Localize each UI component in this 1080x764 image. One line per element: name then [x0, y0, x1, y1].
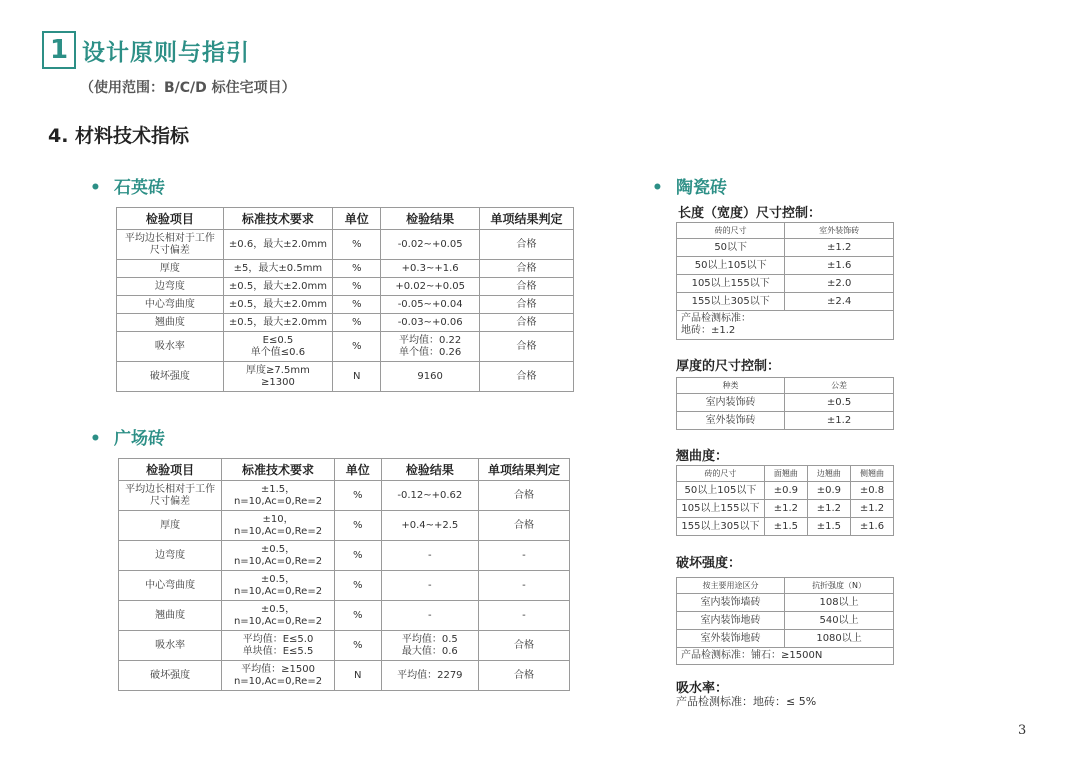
table-row [119, 571, 570, 601]
result-cell [381, 571, 478, 601]
unit-cell: % [334, 511, 381, 541]
table-cell: 105以上155以下 [677, 500, 765, 518]
item-line: 边弯度 [155, 549, 186, 561]
result-line: -0.02~+0.05 [397, 238, 463, 250]
unit-cell: % [334, 481, 381, 511]
item-line: 吸水率 [154, 340, 185, 352]
table-row [117, 332, 574, 362]
table-cell: 50以下 [677, 239, 785, 257]
item-cell [119, 631, 222, 661]
table-cell: 108以上 [785, 594, 894, 612]
result-cell [381, 230, 480, 260]
judgement-cell: 合格 [478, 511, 569, 541]
table-row [677, 500, 894, 518]
requirement-cell [222, 571, 334, 601]
requirement-line: ±10， [262, 513, 294, 525]
requirement-cell [222, 601, 334, 631]
table-cell: 室内装饰墙砖 [677, 594, 785, 612]
table-cell: 室内装饰地砖 [677, 612, 785, 630]
requirement-line: n=10,Ac=0,Re=2 [233, 615, 323, 627]
requirement-cell [222, 541, 334, 571]
table-row [119, 631, 570, 661]
table-cell: ±2.0 [785, 275, 894, 293]
thickness-control-title: 厚度的尺寸控制： [676, 359, 781, 374]
item-cell [117, 278, 224, 296]
table-header-cell: 面翘曲 [764, 466, 807, 482]
result-cell [381, 481, 478, 511]
table-cell: 1080以上 [785, 630, 894, 648]
result-line: 单个值：0.26 [399, 346, 462, 358]
table-cell: ±2.4 [785, 293, 894, 311]
table-cell: 室内装饰砖 [677, 394, 785, 412]
requirement-line: 单个值≤0.6 [250, 346, 306, 358]
judgement-cell: 合格 [480, 260, 574, 278]
judgement-cell: - [478, 541, 569, 571]
page-title: 设计原则与指引 [82, 40, 250, 66]
item-line: 平均边长相对于工作 [124, 232, 215, 244]
table-row [677, 518, 894, 536]
table-cell: ±1.2 [785, 412, 894, 430]
item-cell [117, 230, 224, 260]
table-cell: ±1.2 [764, 500, 807, 518]
item-line: 边弯度 [154, 280, 185, 292]
requirement-cell [223, 278, 332, 296]
table-header-cell: 单位 [334, 459, 381, 481]
item-cell [119, 661, 222, 691]
requirement-line: n=10,Ac=0,Re=2 [233, 555, 323, 567]
requirement-line: ±1.5， [260, 483, 296, 495]
requirement-cell [222, 511, 334, 541]
item-cell [119, 601, 222, 631]
table-header-cell: 检验项目 [117, 208, 224, 230]
requirement-line: E≤0.5 [262, 334, 294, 346]
requirement-line: 平均值：≥1500 [241, 663, 315, 675]
length-control-table [676, 222, 894, 340]
item-cell [117, 260, 224, 278]
table-header-cell: 砖的尺寸 [677, 466, 765, 482]
result-cell [381, 511, 478, 541]
result-cell [381, 601, 478, 631]
requirement-cell [223, 332, 332, 362]
item-line: 破坏强度 [150, 669, 191, 681]
result-cell [381, 661, 478, 691]
item-cell [119, 511, 222, 541]
table-row [677, 275, 894, 293]
judgement-cell: 合格 [480, 314, 574, 332]
unit-cell: % [334, 631, 381, 661]
page-number: 3 [1018, 723, 1027, 738]
judgement-cell: 合格 [480, 230, 574, 260]
requirement-line: 厚度≥7.5mm [246, 364, 310, 376]
bullet-dot-icon: • [652, 178, 663, 198]
item-cell [117, 332, 224, 362]
result-cell [381, 296, 480, 314]
table-row [677, 412, 894, 430]
result-line: - [428, 609, 432, 621]
absorption-note: 产品检测标准：地砖：≤ 5% [676, 695, 817, 708]
judgement-cell: - [478, 601, 569, 631]
item-cell [117, 314, 224, 332]
table-header-cell: 砖的尺寸 [677, 223, 785, 239]
scope-note: （使用范围：B/C/D 标住宅项目） [80, 80, 296, 96]
quartz-table [116, 207, 574, 392]
table-header-cell: 检验结果 [381, 459, 478, 481]
item-line: 翘曲度 [154, 316, 185, 328]
item-cell [119, 481, 222, 511]
note-row [677, 311, 894, 340]
section-title: 4. 材料技术指标 [48, 125, 190, 147]
requirement-line: ±0.5，最大±2.0mm [228, 298, 327, 310]
requirement-cell [222, 631, 334, 661]
strength-title: 破坏强度： [676, 556, 742, 571]
item-line: 尺寸偏差 [150, 495, 191, 507]
item-line: 吸水率 [155, 639, 186, 651]
requirement-cell [223, 362, 332, 392]
table-cell: 50以上105以下 [677, 482, 765, 500]
requirement-line: n=10,Ac=0,Re=2 [233, 495, 323, 507]
unit-cell: % [333, 314, 381, 332]
item-line: 厚度 [159, 262, 180, 274]
requirement-line: 单块值：E≤5.5 [242, 645, 314, 657]
warp-table [676, 465, 894, 536]
table-cell: ±1.2 [850, 500, 893, 518]
requirement-line: ±0.5，最大±2.0mm [228, 280, 327, 292]
unit-cell: % [333, 230, 381, 260]
table-cell: 540以上 [785, 612, 894, 630]
table-row [677, 394, 894, 412]
table-cell: ±0.9 [807, 482, 850, 500]
table-row [117, 260, 574, 278]
table-header-cell: 单项结果判定 [480, 208, 574, 230]
item-line: 中心弯曲度 [145, 579, 196, 591]
table-header-cell: 公差 [785, 378, 894, 394]
requirement-line: 平均值：E≤5.0 [242, 633, 314, 645]
table-row [117, 296, 574, 314]
item-line: 破坏强度 [149, 370, 190, 382]
square-heading [90, 424, 165, 449]
item-cell [117, 296, 224, 314]
result-line: - [428, 549, 432, 561]
result-line: - [428, 579, 432, 591]
table-cell: 155以上305以下 [677, 293, 785, 311]
table-row [117, 278, 574, 296]
table-cell: ±1.2 [807, 500, 850, 518]
result-line: -0.12~+0.62 [397, 489, 463, 501]
table-header-cell: 侧翘曲 [850, 466, 893, 482]
strength-table [676, 577, 894, 665]
requirement-line: ±0.5， [260, 573, 296, 585]
item-line: 尺寸偏差 [149, 244, 190, 256]
table-header-cell: 单位 [333, 208, 381, 230]
result-cell [381, 314, 480, 332]
table-row [119, 661, 570, 691]
note-line: 产品检测标准：铺石：≥1500N [681, 650, 823, 661]
unit-cell: % [333, 296, 381, 314]
table-header-cell: 标准技术要求 [222, 459, 334, 481]
note-row [677, 648, 894, 665]
table-row [117, 314, 574, 332]
table-cell: 50以上105以下 [677, 257, 785, 275]
table-cell: ±1.5 [807, 518, 850, 536]
table-cell: 室外装饰地砖 [677, 630, 785, 648]
length-control-title: 长度（宽度）尺寸控制： [678, 206, 822, 221]
table-cell: ±1.6 [785, 257, 894, 275]
judgement-cell: 合格 [478, 631, 569, 661]
judgement-cell: 合格 [480, 296, 574, 314]
table-row [677, 293, 894, 311]
table-row [119, 541, 570, 571]
table-row [119, 511, 570, 541]
judgement-cell: - [478, 571, 569, 601]
result-cell [381, 362, 480, 392]
square-title: 广场砖 [114, 429, 165, 449]
table-row [677, 594, 894, 612]
requirement-line: ±0.6，最大±2.0mm [228, 238, 327, 250]
section-number-box: 1 [42, 31, 76, 69]
requirement-cell [223, 314, 332, 332]
result-cell [381, 332, 480, 362]
square-table [118, 458, 570, 691]
table-row [117, 230, 574, 260]
table-header-cell: 种类 [677, 378, 785, 394]
item-cell [117, 362, 224, 392]
requirement-line: ±0.5， [260, 603, 296, 615]
judgement-cell: 合格 [480, 278, 574, 296]
table-row [117, 362, 574, 392]
result-line: 最大值：0.6 [401, 645, 458, 657]
item-line: 平均边长相对于工作 [125, 483, 216, 495]
thickness-control-table [676, 377, 894, 430]
table-row [119, 601, 570, 631]
quartz-title: 石英砖 [114, 178, 165, 198]
table-cell: 室外装饰砖 [677, 412, 785, 430]
requirement-cell [222, 661, 334, 691]
table-row [677, 612, 894, 630]
ceramic-title: 陶瓷砖 [676, 178, 727, 198]
item-line: 中心弯曲度 [144, 298, 195, 310]
item-line: 翘曲度 [155, 609, 186, 621]
result-line: 平均值：2279 [397, 669, 463, 681]
note-line: 产品检测标准： [681, 313, 751, 324]
unit-cell: % [334, 601, 381, 631]
table-header-cell: 边翘曲 [807, 466, 850, 482]
table-cell: ±1.6 [850, 518, 893, 536]
result-line: -0.03~+0.06 [397, 316, 463, 328]
item-cell [119, 571, 222, 601]
table-cell: 105以上155以下 [677, 275, 785, 293]
requirement-line: n=10,Ac=0,Re=2 [233, 675, 323, 687]
requirement-line: ≥1300 [261, 376, 295, 388]
judgement-cell: 合格 [478, 661, 569, 691]
unit-cell: % [334, 571, 381, 601]
table-cell: ±0.5 [785, 394, 894, 412]
table-cell: ±1.2 [785, 239, 894, 257]
requirement-line: ±0.5， [260, 543, 296, 555]
note-cell [677, 311, 894, 340]
result-line: +0.02~+0.05 [395, 280, 465, 292]
result-cell [381, 541, 478, 571]
result-line: 平均值：0.22 [399, 334, 462, 346]
note-line: 地砖：±1.2 [681, 325, 736, 336]
ceramic-heading [652, 173, 727, 198]
requirement-line: n=10,Ac=0,Re=2 [233, 585, 323, 597]
judgement-cell: 合格 [478, 481, 569, 511]
requirement-cell [223, 230, 332, 260]
result-line: +0.4~+2.5 [401, 519, 459, 531]
table-header-row [677, 378, 894, 394]
table-row [677, 257, 894, 275]
unit-cell: % [333, 332, 381, 362]
table-row [677, 630, 894, 648]
item-line: 厚度 [160, 519, 181, 531]
table-cell: ±1.5 [764, 518, 807, 536]
requirement-line: ±5，最大±0.5mm [233, 262, 323, 274]
table-header-cell: 单项结果判定 [478, 459, 569, 481]
bullet-dot-icon: • [90, 178, 101, 198]
table-header-row [677, 578, 894, 594]
result-line: +0.3~+1.6 [401, 262, 459, 274]
requirement-cell [223, 260, 332, 278]
table-header-cell: 检验项目 [119, 459, 222, 481]
table-header-cell: 标准技术要求 [223, 208, 332, 230]
result-line: -0.05~+0.04 [397, 298, 463, 310]
bullet-dot-icon: • [90, 429, 101, 449]
quartz-heading [90, 173, 165, 198]
table-header-row [677, 466, 894, 482]
unit-cell: % [333, 260, 381, 278]
judgement-cell: 合格 [480, 362, 574, 392]
requirement-cell [223, 296, 332, 314]
result-cell [381, 260, 480, 278]
unit-cell: % [333, 278, 381, 296]
table-row [677, 482, 894, 500]
unit-cell: N [333, 362, 381, 392]
table-cell: ±0.8 [850, 482, 893, 500]
table-header-cell: 按主要用途区分 [677, 578, 785, 594]
table-cell: 155以上305以下 [677, 518, 765, 536]
table-row [119, 481, 570, 511]
table-cell: ±0.9 [764, 482, 807, 500]
absorption-title: 吸水率： [676, 681, 729, 696]
note-cell [677, 648, 894, 665]
result-line: 平均值：0.5 [401, 633, 458, 645]
unit-cell: N [334, 661, 381, 691]
table-header-cell: 检验结果 [381, 208, 480, 230]
item-cell [119, 541, 222, 571]
result-cell [381, 278, 480, 296]
table-header-cell: 室外装饰砖 [785, 223, 894, 239]
unit-cell: % [334, 541, 381, 571]
table-header-row [677, 223, 894, 239]
requirement-line: ±0.5，最大±2.0mm [228, 316, 327, 328]
requirement-cell [222, 481, 334, 511]
judgement-cell: 合格 [480, 332, 574, 362]
warp-title: 翘曲度： [676, 449, 729, 464]
result-cell [381, 631, 478, 661]
result-line: 9160 [417, 370, 443, 382]
table-header-cell: 抗折强度（N） [785, 578, 894, 594]
table-row [677, 239, 894, 257]
requirement-line: n=10,Ac=0,Re=2 [233, 525, 323, 537]
